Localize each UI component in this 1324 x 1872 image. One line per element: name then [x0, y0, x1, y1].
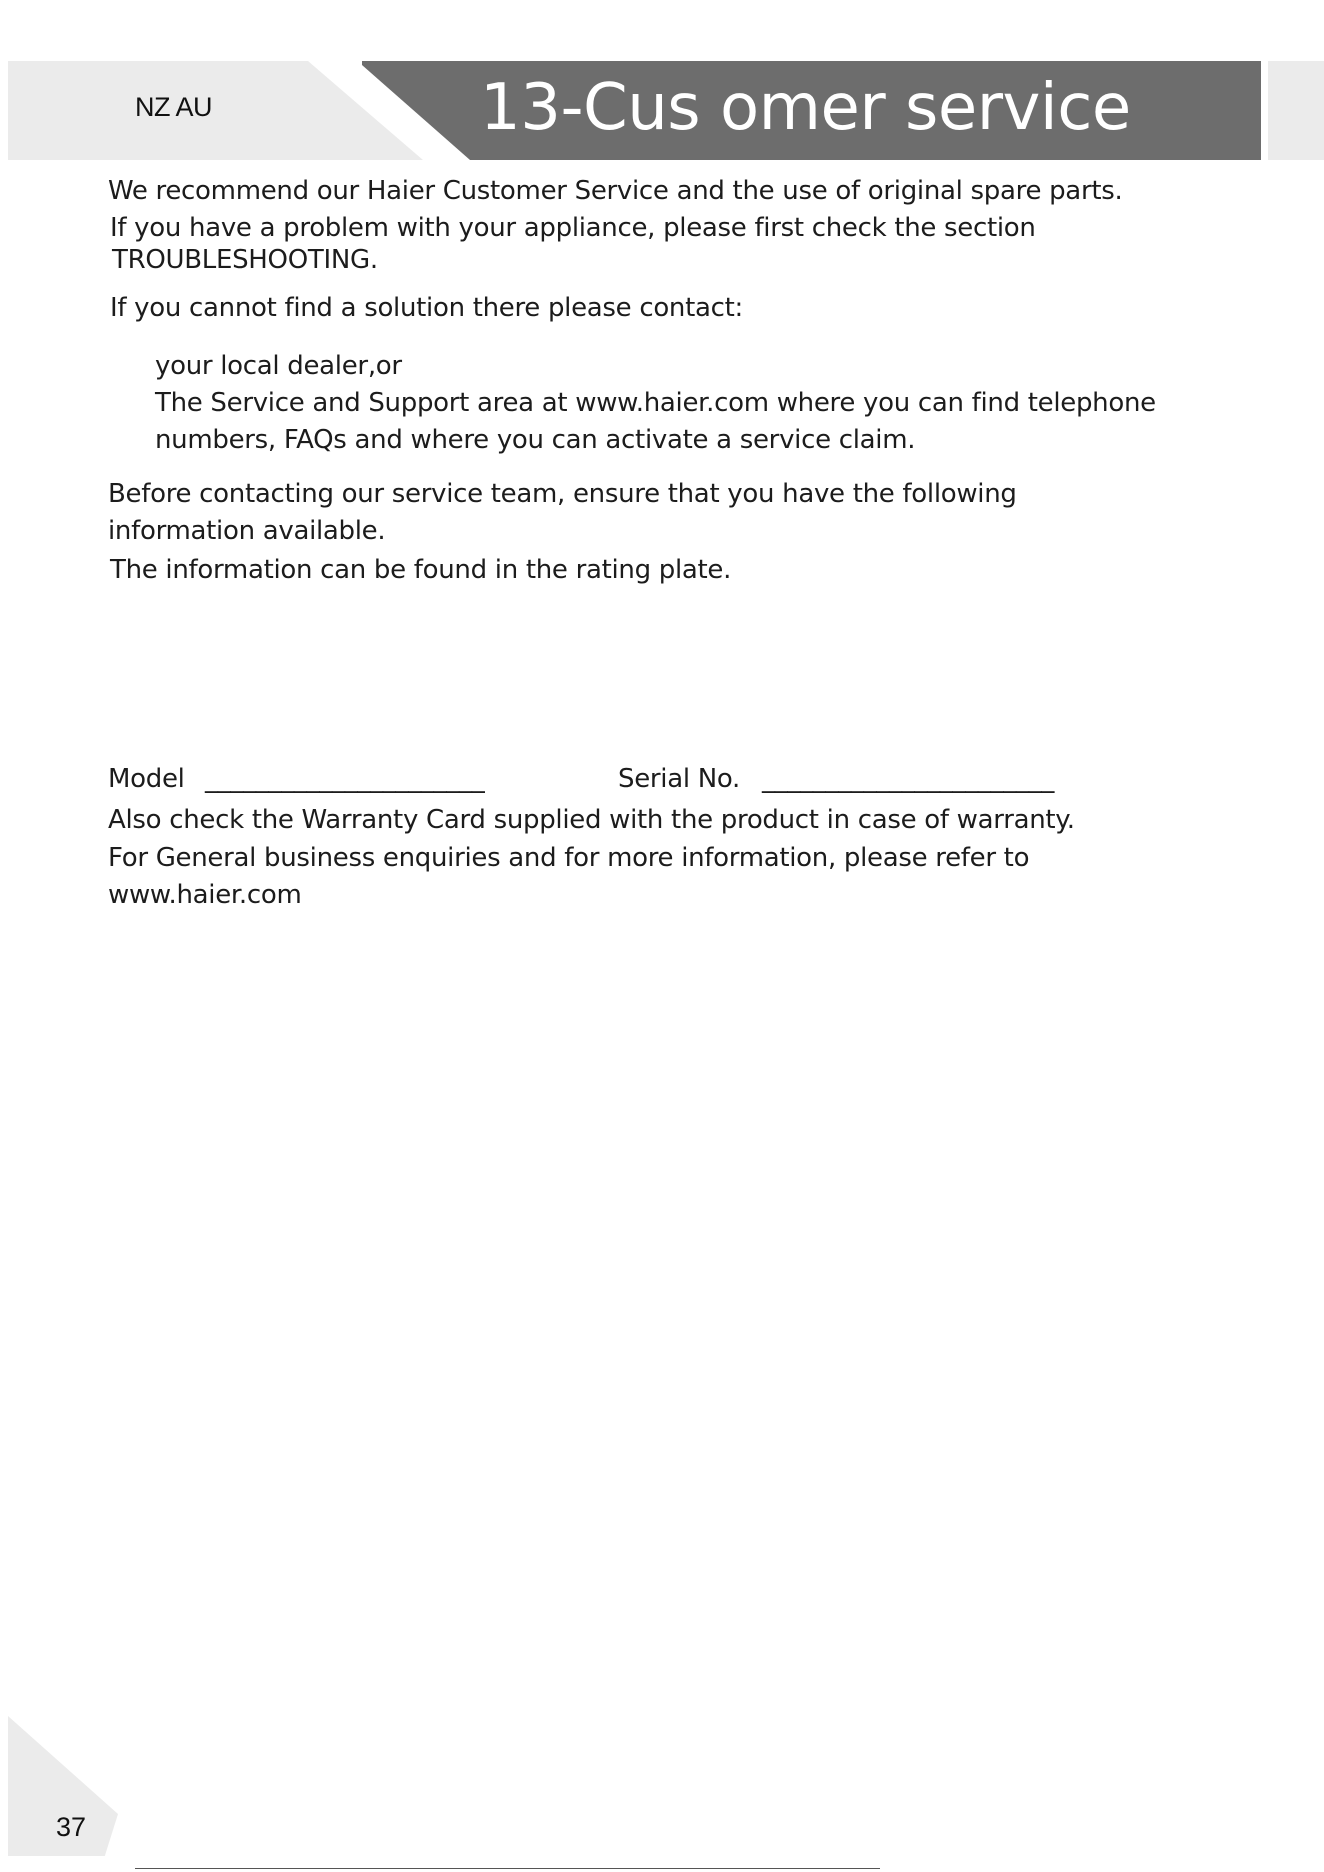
region-label: NZ AU	[135, 92, 213, 122]
warranty-note: Also check the Warranty Card supplied with the product in case of warranty.	[108, 805, 1075, 835]
footer-rule	[135, 1868, 880, 1869]
contact-item-dealer: your local dealer,or	[155, 351, 402, 381]
problem-line-1: If you have a problem with your appliance, please first check the section	[110, 213, 1036, 243]
problem-line-2: TROUBLESHOOTING.	[112, 245, 378, 275]
intro-paragraph: We recommend our Haier Customer Service and the use of original spare parts.	[108, 176, 1123, 206]
contact-item-support-line-1: The Service and Support area at www.haier.com where you can find telephone	[155, 388, 1156, 418]
enquiries-line-2: www.haier.com	[108, 880, 302, 910]
model-label: Model	[108, 764, 185, 794]
before-contact-line-1: Before contacting our service team, ensure that you have the following	[108, 479, 1017, 509]
page-number: 37	[56, 1812, 87, 1842]
model-blank-line: ______________________	[205, 764, 485, 794]
enquiries-line-1: For General business enquiries and for more information, please refer to	[108, 843, 1030, 873]
contact-intro: If you cannot find a solution there please contact:	[110, 293, 743, 323]
page-title: 13-Cus omer service	[480, 71, 1131, 145]
serial-label: Serial No.	[618, 764, 740, 794]
rating-plate-note: The information can be found in the rating plate.	[110, 555, 732, 585]
serial-blank-line: _______________________	[762, 764, 1055, 794]
header-right-tab	[1268, 61, 1324, 160]
before-contact-line-2: information available.	[108, 516, 386, 546]
contact-item-support-line-2: numbers, FAQs and where you can activate a service claim.	[155, 425, 916, 455]
